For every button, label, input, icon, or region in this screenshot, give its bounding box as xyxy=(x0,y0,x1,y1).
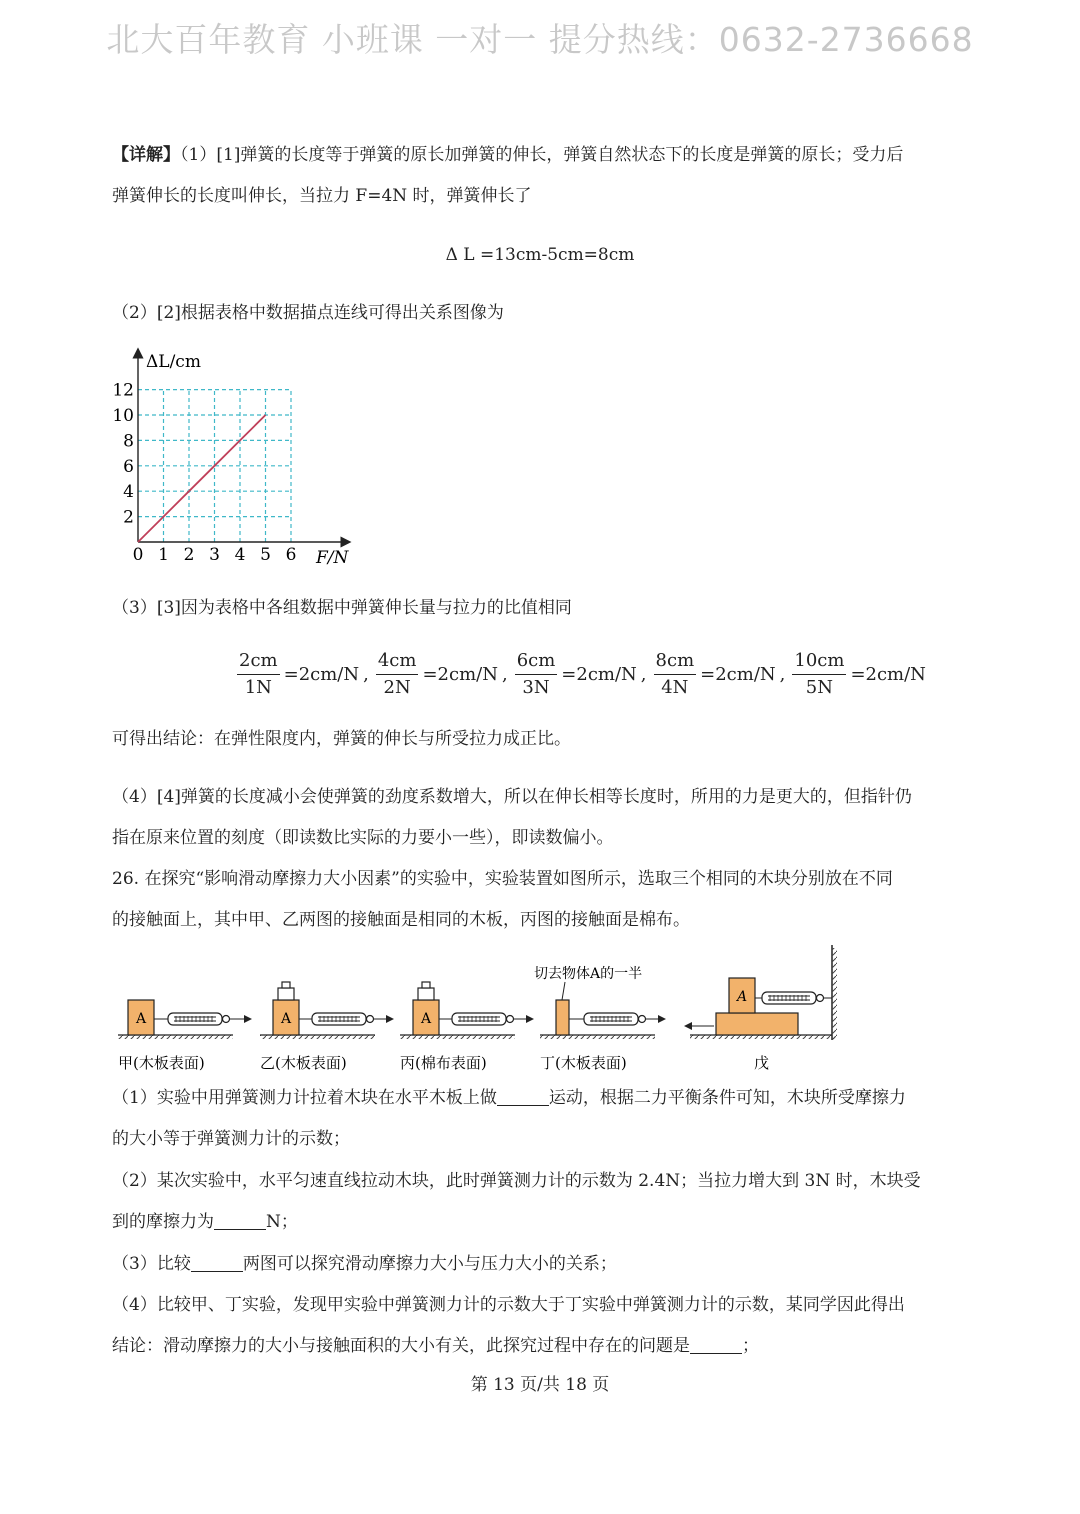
x-tick-label: 6 xyxy=(285,545,297,565)
series-line xyxy=(138,415,266,542)
ratio-result: =2cm/N xyxy=(850,663,926,685)
spring-scale xyxy=(452,1013,514,1025)
fraction-denominator: 5N xyxy=(805,676,833,698)
x-tick-label: 3 xyxy=(209,545,220,565)
explanation-part-4-line-1: （4）[4]弹簧的长度减小会使弹簧的劲度系数增大，所以在伸长相等长度时，所用的力是更大的，但指针仍 xyxy=(112,787,912,807)
setup-yi xyxy=(260,982,392,1072)
explanation-part-3: （3）[3]因为表格中各组数据中弹簧伸长量与拉力的比值相同 xyxy=(112,598,572,618)
half-block-a xyxy=(556,1000,569,1035)
answer-blank-4[interactable] xyxy=(690,1335,742,1354)
explanation-line-2: 弹簧伸长的长度叫伸长，当拉力 F=4N 时，弹簧伸长了 xyxy=(112,186,532,206)
x-tick-label: 0 xyxy=(132,545,144,565)
separator: , xyxy=(501,663,508,685)
q4-line-2: 结论：滑动摩擦力的大小与接触面积的大小有关，此探究过程中存在的问题是 ； xyxy=(112,1336,759,1356)
spring-scale xyxy=(584,1013,646,1025)
fraction-denominator: 1N xyxy=(244,676,272,698)
setup-bing xyxy=(400,982,532,1072)
separator: , xyxy=(779,663,786,685)
q3-line: （3）比较 两图可以探究滑动摩擦力大小与压力大小的关系； xyxy=(112,1254,617,1274)
question-26-line-2: 的接触面上，其中甲、乙两图的接触面是相同的木板，丙图的接触面是棉布。 xyxy=(112,910,690,930)
q1-line-2: 的大小等于弹簧测力计的示数； xyxy=(112,1129,350,1149)
x-tick-label: 5 xyxy=(260,545,271,565)
friction-experiment-figure xyxy=(110,940,870,1075)
ratio-fraction xyxy=(237,648,280,701)
ratio-fraction xyxy=(376,648,419,701)
caption-bing: 丙(棉布表面) xyxy=(400,1054,487,1072)
q1-line-1: （1）实验中用弹簧测力计拉着木块在水平木板上做 运动，根据二力平衡条件可知，木块所受摩擦力 xyxy=(112,1088,906,1108)
svg-text:A: A xyxy=(280,1011,292,1027)
fraction-denominator: 4N xyxy=(661,676,689,698)
weight xyxy=(418,988,434,1000)
y-tick-label: 6 xyxy=(123,456,134,477)
board xyxy=(716,1013,798,1035)
answer-blank-2[interactable] xyxy=(214,1211,266,1230)
fraction-numerator: 8cm xyxy=(654,648,697,675)
setup-jia xyxy=(118,1000,250,1072)
detail-tag: 【详解】 xyxy=(112,145,180,165)
delta-l-formula: Δ L =13cm-5cm=8cm xyxy=(445,245,635,265)
caption-wu: 戊 xyxy=(754,1054,770,1072)
svg-text:A: A xyxy=(135,1011,147,1027)
x-tick-label: 4 xyxy=(234,545,246,565)
watermark: 北大百年教育 小班课 一对一 提分热线：0632-2736668 xyxy=(106,20,974,59)
fraction-numerator: 10cm xyxy=(792,648,846,675)
question-26-line-1: 26. 在探究“影响滑动摩擦力大小因素”的实验中，实验装置如图所示，选取三个相同的木块分别放在不同 xyxy=(112,869,893,889)
x-tick-label: 2 xyxy=(183,545,195,565)
caption-ding: 丁(木板表面) xyxy=(540,1054,627,1072)
separator: , xyxy=(363,663,369,685)
ratio-result: =2cm/N xyxy=(561,663,637,685)
ratio-fraction xyxy=(515,648,558,701)
spring-scale xyxy=(312,1013,374,1025)
fraction-numerator: 4cm xyxy=(376,648,419,675)
y-tick-label: 12 xyxy=(112,380,134,401)
ratio-formula-row xyxy=(236,646,928,702)
explanation-line-1: 【详解】（1）[1]弹簧的长度等于弹簧的原长加弹簧的伸长，弹簧自然状态下的长度是弹簧的原长；受力后 xyxy=(112,145,904,165)
fraction-denominator: 3N xyxy=(522,676,550,698)
caption-jia: 甲(木板表面) xyxy=(118,1054,205,1072)
q4-line-1: （4）比较甲、丁实验，发现甲实验中弹簧测力计的示数大于丁实验中弹簧测力计的示数，某同学因此得出 xyxy=(112,1295,905,1315)
explanation-part-4-line-2: 指在原来位置的刻度（即读数比实际的力要小一些），即读数偏小。 xyxy=(112,828,614,848)
ratio-fraction xyxy=(654,648,697,701)
ratio-result: =2cm/N xyxy=(422,663,498,685)
answer-blank-1[interactable] xyxy=(497,1087,549,1106)
ratio-result: =2cm/N xyxy=(283,663,360,685)
ratio-fraction xyxy=(792,648,846,701)
setup-wu xyxy=(686,945,837,1072)
y-axis-label: ΔL/cm xyxy=(146,352,201,372)
q2-line-1: （2）某次实验中，水平匀速直线拉动木块，此时弹簧测力计的示数为 2.4N；当拉力增大到 3N 时，木块受 xyxy=(112,1171,921,1191)
fraction-numerator: 2cm xyxy=(237,648,280,675)
elongation-force-chart xyxy=(110,345,370,575)
explanation-part-2: （2）[2]根据表格中数据描点连线可得出关系图像为 xyxy=(112,303,504,323)
y-tick-label: 8 xyxy=(123,431,134,452)
svg-text:A: A xyxy=(736,989,748,1005)
setup-ding xyxy=(534,965,664,1072)
answer-blank-3[interactable] xyxy=(191,1253,243,1272)
weight xyxy=(278,988,294,1000)
q2-line-2: 到的摩擦力为 N； xyxy=(112,1212,298,1232)
page-footer: 第 13 页/共 18 页 xyxy=(470,1375,610,1395)
svg-text:A: A xyxy=(420,1011,432,1027)
ding-annotation: 切去物体A的一半 xyxy=(534,966,643,982)
separator: , xyxy=(640,663,647,685)
fraction-numerator: 6cm xyxy=(515,648,558,675)
y-tick-label: 10 xyxy=(112,406,134,426)
spring-scale xyxy=(762,992,824,1004)
x-tick-label: 1 xyxy=(158,545,169,565)
conclusion: 可得出结论：在弹性限度内，弹簧的伸长与所受拉力成正比。 xyxy=(112,729,571,749)
ratio-result: =2cm/N xyxy=(700,663,776,685)
spring-scale xyxy=(168,1013,230,1025)
y-tick-label: 2 xyxy=(123,507,134,528)
fraction-denominator: 2N xyxy=(383,676,411,698)
x-axis-label: F/N xyxy=(316,548,349,568)
y-tick-label: 4 xyxy=(123,482,134,503)
caption-yi: 乙(木板表面) xyxy=(260,1054,347,1072)
